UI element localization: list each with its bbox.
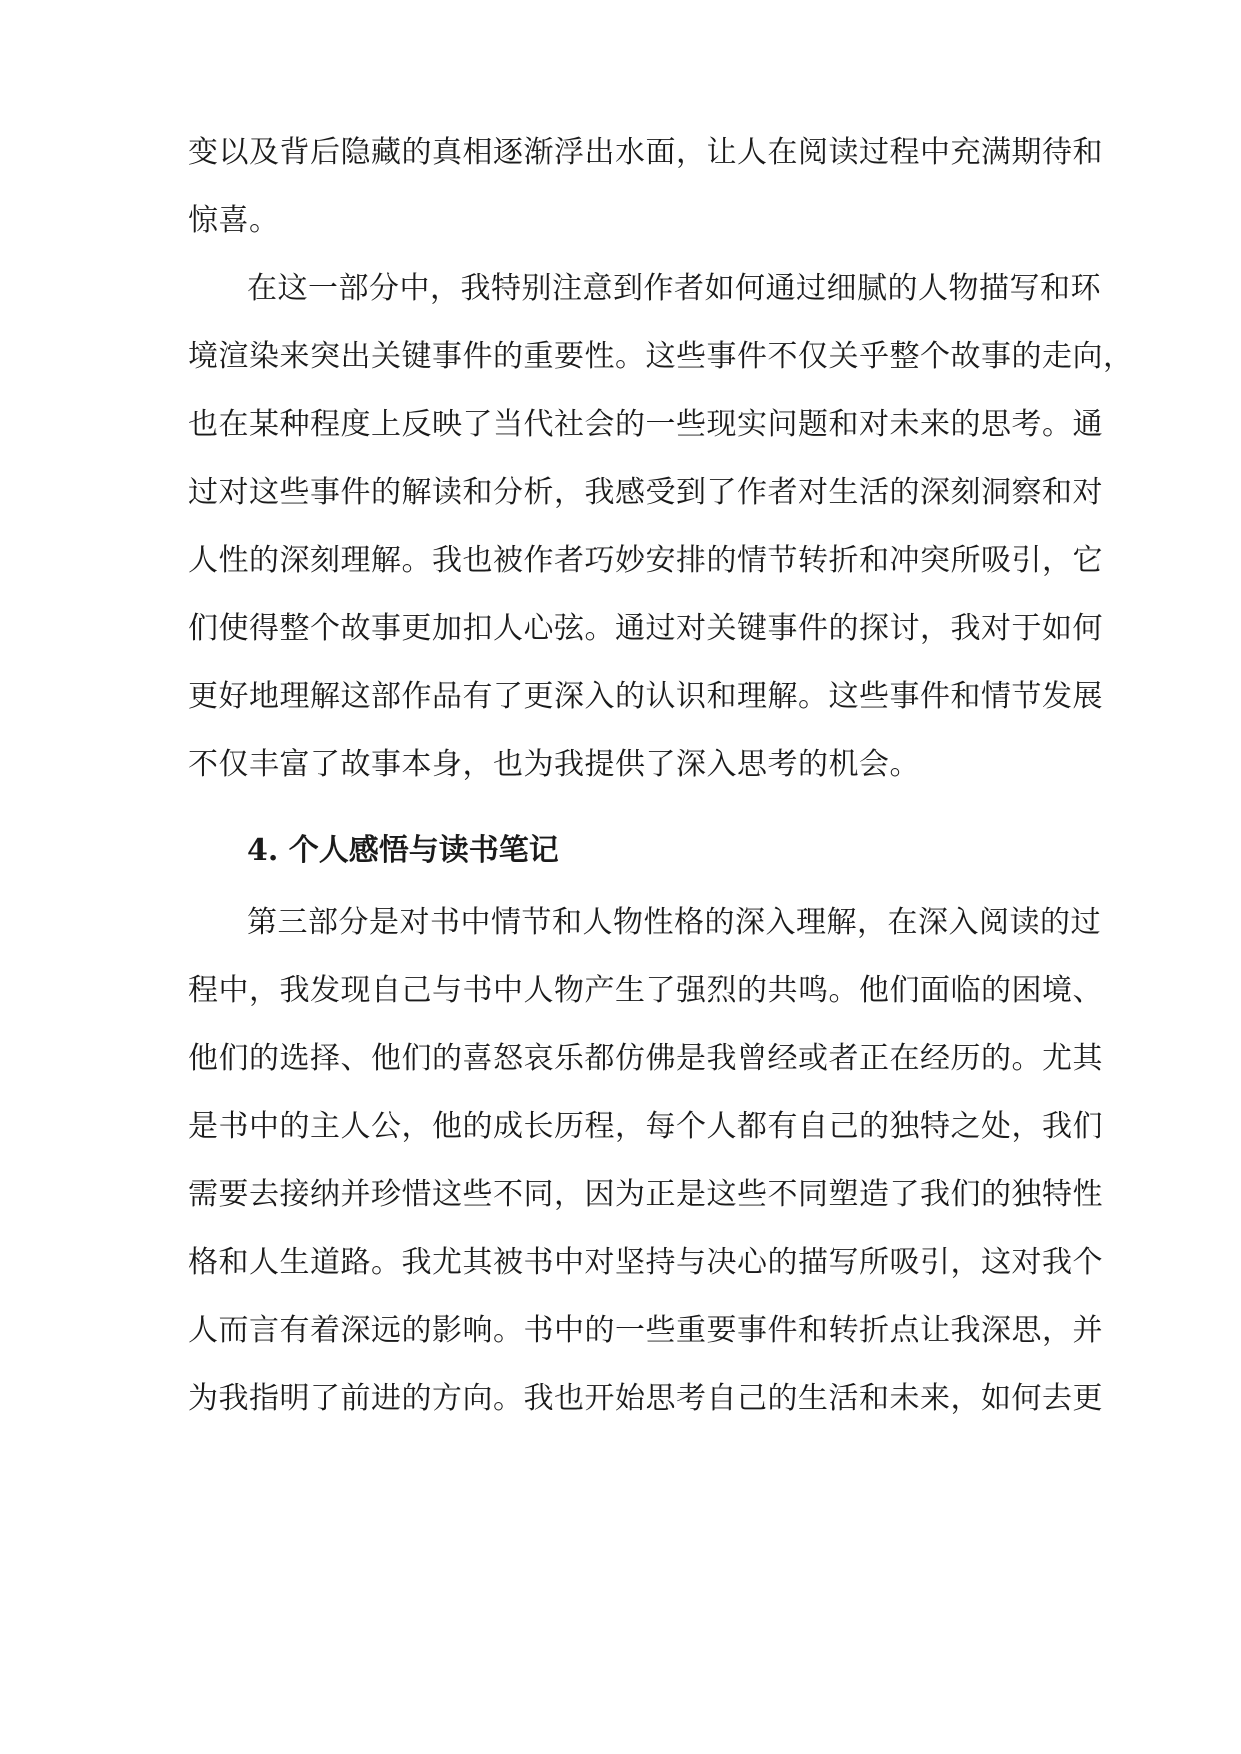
paragraph-line: 需要去接纳并珍惜这些不同，因为正是这些不同塑造了我们的独特性	[188, 1177, 1103, 1212]
paragraph-line: 在这一部分中，我特别注意到作者如何通过细腻的人物描写和环	[247, 271, 1101, 306]
paragraph-line: 第三部分是对书中情节和人物性格的深入理解，在深入阅读的过	[247, 905, 1101, 940]
paragraph-line: 他们的选择、他们的喜怒哀乐都仿佛是我曾经或者正在经历的。尤其	[188, 1041, 1103, 1076]
paragraph-line: 是书中的主人公，他的成长历程，每个人都有自己的独特之处，我们	[188, 1109, 1103, 1144]
paragraph-line: 变以及背后隐藏的真相逐渐浮出水面，让人在阅读过程中充满期待和	[188, 135, 1103, 170]
paragraph-line: 程中，我发现自己与书中人物产生了强烈的共鸣。他们面临的困境、	[188, 973, 1103, 1008]
paragraph-line: 境渲染来突出关键事件的重要性。这些事件不仅关乎整个故事的走向，	[188, 339, 1134, 374]
paragraph-line: 人性的深刻理解。我也被作者巧妙安排的情节转折和冲突所吸引，它	[188, 543, 1103, 578]
paragraph-line: 人而言有着深远的影响。书中的一些重要事件和转折点让我深思，并	[188, 1313, 1103, 1348]
paragraph-line: 惊喜。	[188, 203, 280, 238]
paragraph-line: 为我指明了前进的方向。我也开始思考自己的生活和未来，如何去更	[188, 1381, 1103, 1416]
paragraph-line: 也在某种程度上反映了当代社会的一些现实问题和对未来的思考。通	[188, 407, 1103, 442]
paragraph-line: 不仅丰富了故事本身，也为我提供了深入思考的机会。	[188, 747, 920, 782]
paragraph-line: 更好地理解这部作品有了更深入的认识和理解。这些事件和情节发展	[188, 679, 1103, 714]
paragraph-line: 们使得整个故事更加扣人心弦。通过对关键事件的探讨，我对于如何	[188, 611, 1103, 646]
paragraph-line: 过对这些事件的解读和分析，我感受到了作者对生活的深刻洞察和对	[188, 475, 1103, 510]
paragraph-line: 格和人生道路。我尤其被书中对坚持与决心的描写所吸引，这对我个	[188, 1245, 1103, 1280]
section-heading: 4. 个人感悟与读书笔记	[247, 833, 559, 868]
